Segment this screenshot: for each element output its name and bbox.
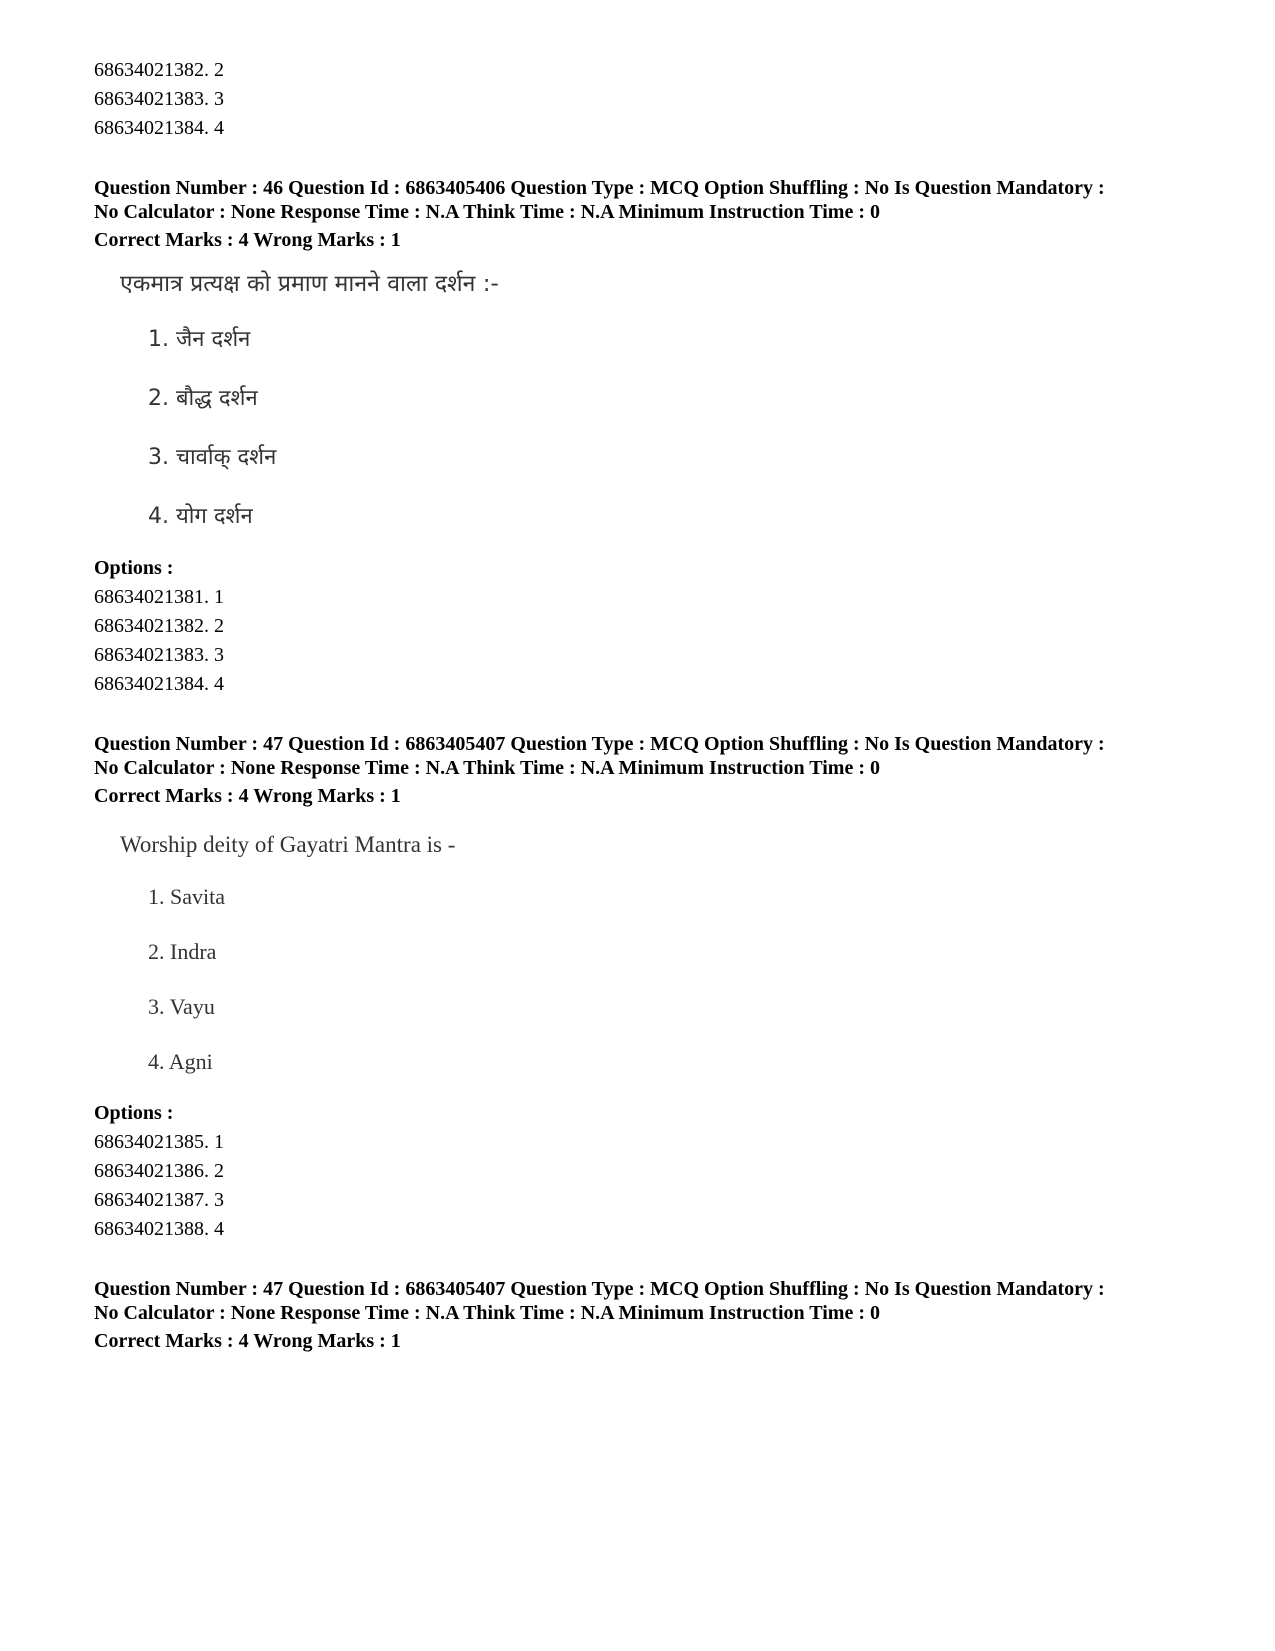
options-list (94, 1128, 1194, 1244)
option-line: 68634021381. 1 (94, 586, 224, 608)
question-choice: 1. Savita (148, 884, 225, 909)
previous-options-list (94, 56, 1194, 143)
option-line: 68634021383. 3 (94, 88, 224, 110)
question-choice: 1. जैन दर्शन (148, 327, 251, 352)
question-block-46 (94, 176, 1194, 699)
document-page (94, 56, 1194, 1353)
question-choice: 4. योग दर्शन (148, 504, 253, 529)
question-header-line1: Question Number : 47 Question Id : 6863405407 Question Type : MCQ Option Shuffling : No Is Question Mandatory : (94, 733, 1105, 755)
option-line: 68634021385. 1 (94, 1131, 224, 1153)
option-line: 68634021382. 2 (94, 59, 224, 81)
option-line: 68634021387. 3 (94, 1189, 224, 1211)
options-label: Options : (94, 557, 174, 579)
question-stem: Worship deity of Gayatri Mantra is - (120, 832, 456, 857)
question-choice: 3. चार्वाक् दर्शन (148, 445, 277, 470)
question-header-line1: Question Number : 46 Question Id : 6863405406 Question Type : MCQ Option Shuffling : No Is Question Mandatory : (94, 177, 1105, 199)
question-image (120, 830, 1194, 1077)
question-stem: एकमात्र प्रत्यक्ष को प्रमाण मानने वाला दर्शन :- (120, 271, 499, 297)
question-choice: 2. Indra (148, 939, 217, 964)
question-header-line2: No Calculator : None Response Time : N.A Think Time : N.A Minimum Instruction Time : 0 (94, 201, 880, 223)
question-header-line1: Question Number : 47 Question Id : 6863405407 Question Type : MCQ Option Shuffling : No Is Question Mandatory : (94, 1278, 1105, 1300)
question-marks: Correct Marks : 4 Wrong Marks : 1 (94, 785, 401, 807)
question-choice: 3. Vayu (148, 994, 215, 1019)
question-choice: 2. बौद्ध दर्शन (148, 386, 258, 411)
question-choice: 4. Agni (148, 1049, 213, 1074)
option-line: 68634021383. 3 (94, 644, 224, 666)
question-header-line2: No Calculator : None Response Time : N.A Think Time : N.A Minimum Instruction Time : 0 (94, 757, 880, 779)
option-line: 68634021388. 4 (94, 1218, 224, 1240)
question-block-47 (94, 732, 1194, 1244)
options-label: Options : (94, 1102, 174, 1124)
question-block-47-repeat (94, 1277, 1194, 1353)
option-line: 68634021382. 2 (94, 615, 224, 637)
option-line: 68634021384. 4 (94, 673, 224, 695)
question-image (120, 268, 1194, 533)
question-header-line2: No Calculator : None Response Time : N.A Think Time : N.A Minimum Instruction Time : 0 (94, 1302, 880, 1324)
options-list (94, 583, 1194, 699)
option-line: 68634021386. 2 (94, 1160, 224, 1182)
option-line: 68634021384. 4 (94, 117, 224, 139)
question-marks: Correct Marks : 4 Wrong Marks : 1 (94, 229, 401, 251)
question-marks: Correct Marks : 4 Wrong Marks : 1 (94, 1330, 401, 1352)
